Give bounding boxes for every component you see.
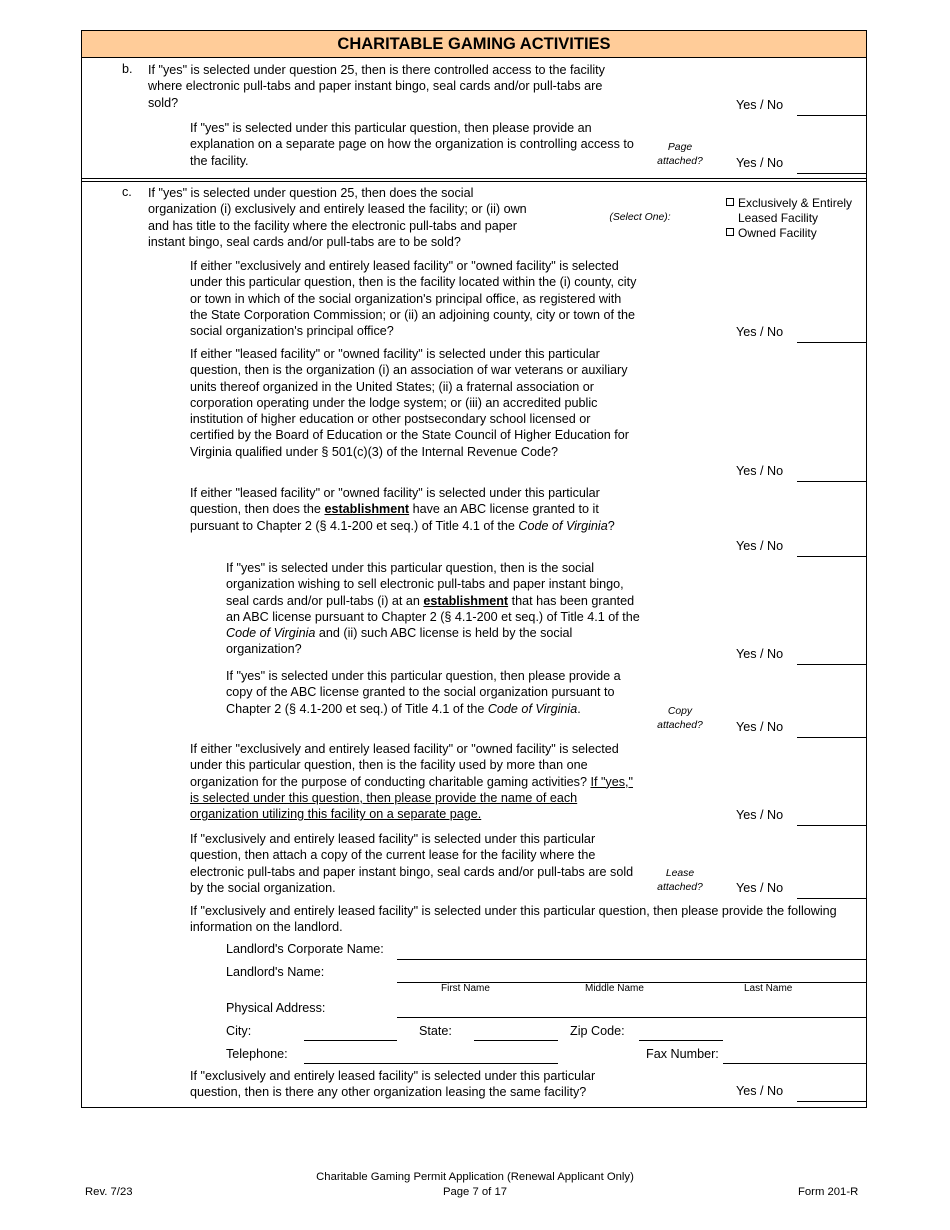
- section-title: CHARITABLE GAMING ACTIVITIES: [81, 30, 867, 58]
- question-c6-instruction: If "yes," is selected under this question, then please provide the name of each organization utilizing this facility on a separate page.: [190, 774, 633, 822]
- yes-no-b-sub: Yes / No: [736, 156, 784, 170]
- landlord-name-label: Landlord's Name:: [226, 965, 325, 979]
- yes-no-c6: Yes / No: [736, 808, 784, 822]
- yes-no-c3: Yes / No: [736, 539, 784, 553]
- answer-line-c5[interactable]: [797, 737, 867, 738]
- code-of-virginia: Code of Virginia: [226, 626, 316, 641]
- option-leased[interactable]: [726, 196, 856, 226]
- question-c7: If "exclusively and entirely leased facility" is selected under this particular question, then attach a copy of the current lease for the facility where the electronic pull-tabs and paper instant bingo, seal cards and/or pull-tabs are sold by the social organization.: [190, 832, 634, 895]
- question-c8: If "exclusively and entirely leased facility" is selected under this particular question, then is there any other organization leasing the same facility?: [190, 1069, 596, 1100]
- fax-number-label: Fax Number:: [646, 1047, 719, 1061]
- page-number: Page 7 of 17: [442, 1186, 508, 1198]
- divider-top: [81, 178, 867, 179]
- answer-line-c6[interactable]: [797, 825, 867, 826]
- section-c-question: If "yes" is selected under question 25, then does the social organization (i) exclusively and entirely leased the facility; or (ii) own and has title to the facility where the electronic pull-tabs and paper instant bingo, seal cards and/or pull-tabs are to be sold?: [148, 186, 527, 249]
- question-c1: If either "exclusively and entirely leased facility" or "owned facility" is selected under this particular question, then is the facility located within the (i) county, city or town in which of the social organization's principal office, as registered with the State Corporation Commission; or (ii) an adjoining county, city or town of the social organization's principal office?: [190, 259, 637, 339]
- zip-code-label: Zip Code:: [570, 1024, 625, 1038]
- answer-line-c2[interactable]: [797, 481, 867, 482]
- yes-no-c1: Yes / No: [736, 325, 784, 339]
- yes-no-c8: Yes / No: [736, 1084, 784, 1098]
- yes-no-c7: Yes / No: [736, 881, 784, 895]
- landlord-corporate-name-field[interactable]: [397, 959, 867, 960]
- option-owned[interactable]: [726, 226, 817, 241]
- yes-no-c5: Yes / No: [736, 720, 784, 734]
- physical-address-field[interactable]: [397, 1017, 867, 1018]
- question-c3-text: If either "leased facility" or "owned facility" is selected under this particular question, then does the: [190, 486, 600, 517]
- question-c5: [226, 668, 644, 717]
- question-c4: [226, 560, 644, 658]
- answer-line-c7[interactable]: [797, 898, 867, 899]
- footer-title: Charitable Gaming Permit Application (Renewal Applicant Only): [316, 1171, 634, 1183]
- answer-line-c4[interactable]: [797, 664, 867, 665]
- state-field[interactable]: [474, 1040, 558, 1041]
- answer-line-b[interactable]: [797, 115, 867, 116]
- yes-no-c4: Yes / No: [736, 647, 784, 661]
- question-c4-text: If "yes" is selected under this particular question, then is the social organization wishing to sell electronic pull-tabs and paper instant bingo, seal cards and/or pull-tabs (i) at an: [226, 561, 624, 608]
- question-c6-text: If either "exclusively and entirely leased facility" or "owned facility" is selected under this particular question, then is the facility used by more than one organization for the purpose of conducting charitable gaming activities?: [190, 742, 619, 789]
- question-c3: [190, 485, 642, 534]
- state-label: State:: [419, 1024, 452, 1038]
- zip-code-field[interactable]: [639, 1040, 723, 1041]
- yes-no-c2: Yes / No: [736, 464, 784, 478]
- first-name-caption: First Name: [441, 983, 490, 994]
- code-of-virginia: Code of Virginia: [518, 518, 608, 533]
- question-c3-text: have an ABC license granted to it pursuant to Chapter 2 (§ 4.1-200 et seq.) of Title 4.1 of the: [190, 502, 599, 533]
- form-number: Form 201-R: [798, 1186, 859, 1198]
- section-b-subquestion: If "yes" is selected under this particular question, then please provide an explanation on a separate page on how the organization is controlling access to the facility.: [190, 121, 634, 168]
- lease-attached-note: Lease attached?: [657, 868, 703, 893]
- question-c5-text: .: [577, 701, 581, 716]
- option-owned-label: Owned Facility: [738, 226, 817, 240]
- select-one-note: (Select One):: [609, 212, 671, 223]
- divider-bottom: [81, 181, 867, 182]
- answer-line-c8[interactable]: [797, 1101, 867, 1102]
- answer-line-b-sub[interactable]: [797, 173, 867, 174]
- question-c6: [190, 741, 638, 822]
- telephone-field[interactable]: [304, 1063, 558, 1064]
- physical-address-label: Physical Address:: [226, 1001, 326, 1015]
- city-field[interactable]: [304, 1040, 397, 1041]
- section-b-question: If "yes" is selected under question 25, then is there controlled access to the facility where electronic pull-tabs and paper instant bingo, seal cards and/or pull-tabs are sold?: [148, 63, 605, 110]
- question-c4-text: that has been granted an ABC license pursuant to Chapter 2 (§ 4.1-200 et seq.) of Title 4.1 of the: [226, 593, 640, 624]
- landlord-intro: If "exclusively and entirely leased facility" is selected under this particular question, then please provide the following information on the landlord.: [190, 904, 837, 935]
- section-c-letter: c.: [122, 185, 132, 199]
- question-c2: If either "leased facility" or "owned facility" is selected under this particular question, then is the organization (i) an association of war veterans or auxiliary units thereof organized in the United States; (ii) a fraternal association or corporation operating under the lodge system; or (iii) an accredited public institution of higher education or other postsecondary school licensed or certified by the Board of Education or the State Council of Higher Education for Virginia qualified under § 501(c)(3) of the Internal Revenue Code?: [190, 347, 629, 459]
- last-name-caption: Last Name: [744, 983, 793, 994]
- answer-line-c1[interactable]: [797, 342, 867, 343]
- checkbox-icon[interactable]: [726, 228, 734, 236]
- question-c5-text: If "yes" is selected under this particular question, then please provide a copy of the ABC license granted to the social organization pursuant to Chapter 2 (§ 4.1-200 et seq.) of Title 4.1 of the: [226, 669, 621, 716]
- middle-name-caption: Middle Name: [585, 983, 644, 994]
- yes-no-b: Yes / No: [736, 98, 784, 112]
- code-of-virginia: Code of Virginia: [487, 701, 578, 716]
- revision-date: Rev. 7/23: [85, 1186, 133, 1198]
- establishment-term: establishment: [324, 502, 410, 517]
- establishment-term: establishment: [423, 593, 509, 608]
- telephone-label: Telephone:: [226, 1047, 288, 1061]
- copy-attached-note: Copy attached?: [657, 706, 703, 731]
- page-attached-note: Page attached?: [657, 142, 703, 167]
- landlord-corporate-name-label: Landlord's Corporate Name:: [226, 942, 384, 956]
- fax-number-field[interactable]: [723, 1063, 867, 1064]
- question-c4-text: and (ii) such ABC license is held by the social organization?: [226, 626, 573, 657]
- option-leased-label: Exclusively & Entirely Leased Facility: [738, 196, 853, 225]
- city-label: City:: [226, 1024, 252, 1038]
- checkbox-icon[interactable]: [726, 198, 734, 206]
- question-c3-text: ?: [607, 518, 615, 533]
- section-b-letter: b.: [122, 62, 133, 76]
- answer-line-c3[interactable]: [797, 556, 867, 557]
